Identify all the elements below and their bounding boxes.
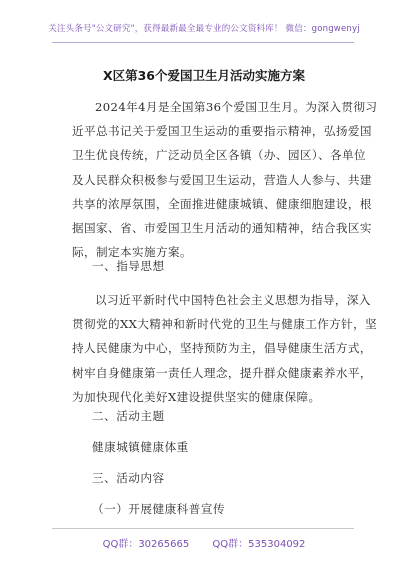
- section1-line: 以习近平新时代中国特色社会主义思想为指导，深入: [95, 293, 371, 307]
- intro-line: 2024年4月是全国第36个爱国卫生月。为深入贯彻习: [95, 100, 378, 114]
- intro-line: 及人民群众积极参与爱国卫生运动，营造人人参与、共建: [72, 172, 372, 187]
- footer-qq-group-1: QQ群：30265665: [102, 539, 190, 550]
- subsection-heading-health-promotion: （一）开展健康科普宣传: [92, 502, 226, 516]
- section1-line: 贯彻党的XX大精神和新时代党的卫生与健康工作方针，坚: [72, 317, 378, 332]
- section1-line: 持人民健康为中心，坚持预防为主，倡导健康生活方式，: [72, 341, 372, 356]
- intro-paragraph: [72, 95, 378, 264]
- footer: [0, 535, 408, 550]
- section-heading-guiding-ideology: 一、指导思想: [92, 259, 165, 273]
- header-banner: 关注头条号"公文研究"，获得最新最全最专业的公文资料库！ 微信：gongwenyj: [48, 24, 360, 34]
- section1-line: 为加快现代化美好X建设提供坚实的健康保障。: [72, 389, 321, 404]
- footer-qq-group-2: QQ群：535304092: [212, 539, 306, 550]
- intro-line: 际，制定本实施方案。: [72, 245, 192, 260]
- guiding-ideology-paragraph: [72, 288, 378, 409]
- intro-line: 共享的浓厚氛围，全面推进健康城镇、健康细胞建设，根: [72, 196, 372, 211]
- footer-divider: [52, 528, 354, 529]
- header-divider: [52, 42, 354, 43]
- intro-line: 据国家、省、市爱国卫生月活动的通知精神，结合我区实: [72, 221, 372, 236]
- intro-line: 卫生优良传统，广泛动员全区各镇（办、园区）、各单位: [72, 148, 367, 163]
- section-heading-activity-content: 三、活动内容: [92, 471, 165, 485]
- section1-line: 树牢自身健康第一责任人理念，提升群众健康素养水平，: [72, 365, 372, 380]
- section-heading-activity-theme: 二、活动主题: [92, 409, 165, 423]
- intro-line: 近平总书记关于爱国卫生运动的重要指示精神，弘扬爱国: [72, 124, 372, 139]
- document-title: X区第36个爱国卫生月活动实施方案: [102, 68, 306, 83]
- activity-theme-text: 健康城镇健康体重: [92, 440, 189, 454]
